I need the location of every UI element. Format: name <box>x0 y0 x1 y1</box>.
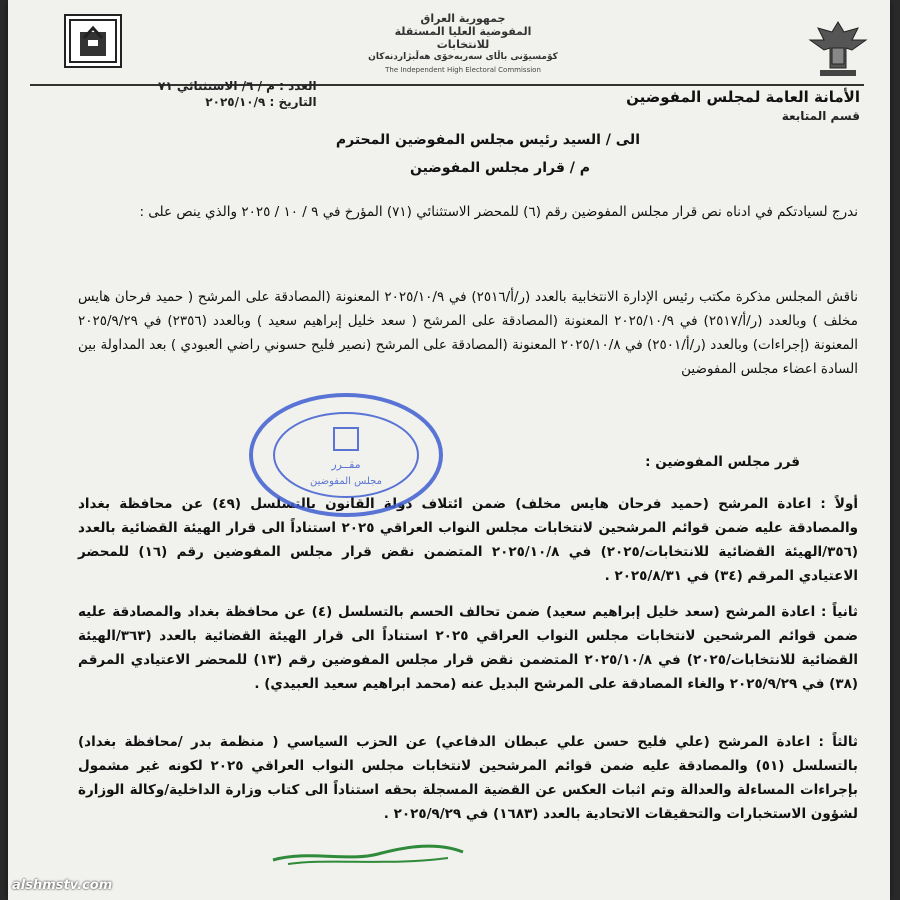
stamp-center-text: مجلس المفوضين <box>309 476 383 487</box>
org-name-ku-line: کۆمسیۆنی باڵای سەربەخۆی هەڵبژاردنەکان <box>368 52 558 62</box>
signature <box>268 832 468 872</box>
decision-item-second: ثانياً : اعادة المرشح (سعد خليل إبراهيم سعيد) ضمن تحالف الحسم بالتسلسل (٤) عن محافظة بغداد والمصادقة عليه ضمن قوائم المرشحين لانتخابات مجلس النواب العراقي ٢٠٢٥ استناداً الى قرار الهيئة القضائية بالعدد (٣٦٣/الهيئة القضائية للانتخابات/٢٠٢٥) في ٢٠٢٥/١٠/٨ المتضمن نقض قرار مجلس المفوضين رقم (١٣) للمحضر الاعتيادي المرقم (٣٨) في ٢٠٢٥/٩/٢٩ والغاء المصادقة على المرشح البديل عنه (محمد ابراهيم سعيد العبيدي) . <box>78 604 859 692</box>
department-title: الأمانة العامة لمجلس المفوضين <box>626 88 860 106</box>
decision-item-third: ثالثاً : اعادة المرشح (علي فليح حسن علي عبطان الدفاعي) عن الحزب السياسي ( منظمة بدر /محافظة بغداد) بالتسلسل (٥١) والمصادقة عليه ضمن قوائم المرشحين لانتخابات مجلس النواب العراقي ٢٠٢٥ لكونه غير مشمول بإجراءات المساءلة والعدالة وتم اثبات العكس عن القضية المسجلة بحقه استناداً الى كتاب وزارة الداخلية/وكالة الوزارة لشؤون الاستخبارات والتحقيقات الاتحادية بالعدد (١٦٨٣) في ٢٠٢٥/٩/٢٩ . <box>78 734 858 822</box>
addressee-line: الى / السيد رئيس مجلس المفوضين المحترم <box>335 132 640 148</box>
org-name-ar-line2: المفوضية العليا المستقلة للانتخابات <box>394 25 532 51</box>
decision-heading: قرر مجلس المفوضين : <box>645 454 800 470</box>
ihec-letterhead-logo <box>368 12 558 74</box>
ihec-square-emblem-icon <box>64 14 122 68</box>
official-stamp <box>246 390 446 520</box>
body-paragraph: ناقش المجلس مذكرة مكتب رئيس الإدارة الانتخابية بالعدد (ر/أ/٢٥١٦) في ٢٠٢٥/١٠/٩ المعنونة (المصادقة على المرشح ( حميد فرحان هايس مخلف ) وبالعدد (ر/أ/٢٥١٧) في ٢٠٢٥/١٠/٩ المعنونة (المصادقة على المرشح ( سعد خليل إبراهيم سعيد ) وبالعدد (٢٣٥٦) في ٢٠٢٥/٩/٢٩ المعنونة (إجراءات) وبالعدد (ر/أ/٢٥٠١) في ٢٠٢٥/١٠/٨ المعنونة (المصادقة على المرشح (نصير فليح حسوني راضي العبودي ) بعد المداولة بين السادة اعضاء مجلس المفوضين <box>78 289 859 377</box>
site-watermark: alshmstv.com <box>12 878 113 893</box>
department-section: قسم المتابعة <box>781 109 860 123</box>
intro-paragraph: ندرج لسيادتكم في ادناه نص قرار مجلس المفوضين رقم (٦) للمحضر الاستثنائي (٧١) المؤرخ في ٩ / ١٠ / ٢٠٢٥ والذي ينص على : <box>139 204 858 220</box>
reference-number: العدد : م / ٦/ الاستثنائي ٧١ <box>158 79 317 93</box>
document-page <box>8 0 890 900</box>
iraq-eagle-emblem-icon <box>806 18 870 80</box>
reference-date: التاريخ : ٢٠٢٥/١٠/٩ <box>205 95 317 109</box>
org-name-en: The Independent High Electoral Commission <box>385 66 541 74</box>
reference-block <box>158 78 317 110</box>
org-name-ar-line1: جمهورية العراق <box>420 12 506 25</box>
subject-line: م / قرار مجلس المفوضين <box>409 160 590 176</box>
decision-item-first: أولاً : اعادة المرشح (حميد فرحان هايس مخلف) ضمن ائتلاف دولة القانون بالتسلسل (٤٩) عن محافظة بغداد والمصادقة عليه ضمن قوائم المرشحين لانتخابات مجلس النواب العراقي ٢٠٢٥ استناداً الى قرار الهيئة القضائية بالعدد (٣٥٦/الهيئة القضائية للانتخابات/٢٠٢٥) في ٢٠٢٥/١٠/٨ المتضمن نقض قرار مجلس المفوضين رقم (١٦) للمحضر الاعتيادي المرقم (٣٤) في ٢٠٢٥/٨/٣١ . <box>78 496 858 584</box>
header-divider <box>30 84 864 86</box>
stamp-label: مقــرر <box>331 458 361 471</box>
